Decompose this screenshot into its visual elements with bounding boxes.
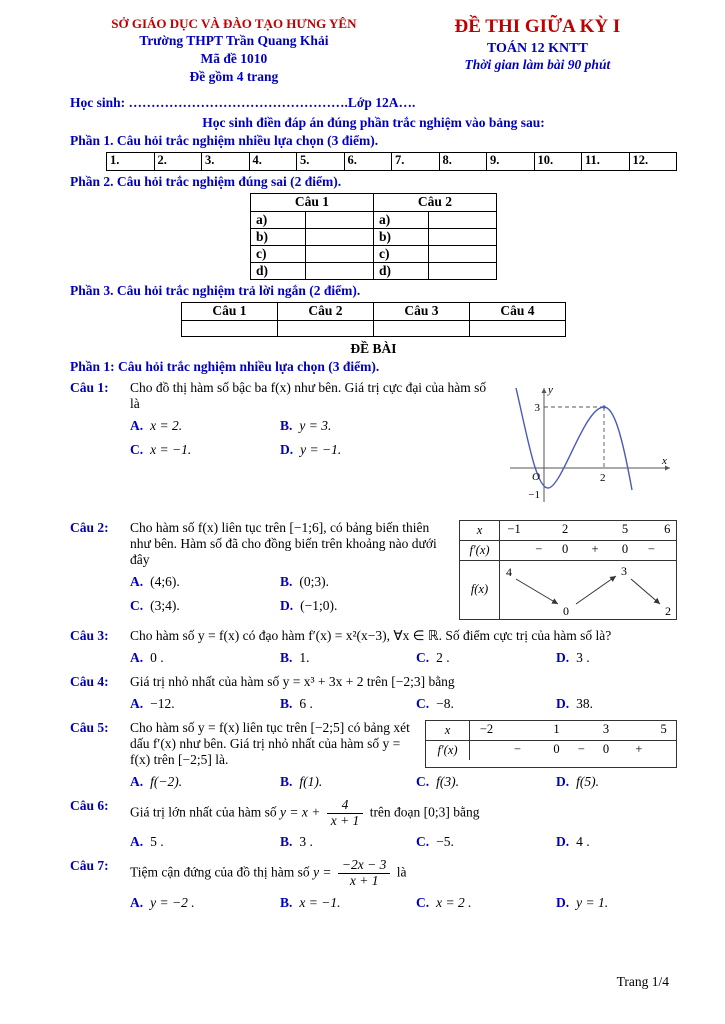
option-a: A. f(−2). [130, 773, 183, 789]
part1-title: Phần 1. Câu hỏi trắc nghiệm nhiều lựa chọn (3 điểm). [70, 132, 379, 148]
tf-answer-cell [429, 262, 497, 279]
answer-cell: 6. [344, 152, 392, 170]
tf-item-label: c) [251, 245, 306, 262]
answer-cell: 3. [202, 152, 250, 170]
question-7 [70, 858, 677, 911]
question-body [130, 858, 677, 911]
question-number: Câu 4: [70, 673, 109, 689]
options [130, 418, 430, 458]
svg-text:3: 3 [621, 563, 627, 578]
option-a: A. 0 . [130, 649, 164, 665]
option-c: C. −5. [416, 834, 454, 850]
question-6 [70, 798, 677, 851]
svg-text:2: 2 [665, 603, 671, 618]
answer-table-short-answer [181, 302, 566, 337]
part3-title: Phần 3. Câu hỏi trắc nghiệm trả lời ngắn (2 điểm). [70, 282, 361, 298]
question-number: Câu 5: [70, 719, 109, 735]
part2-title: Phần 2. Câu hỏi trắc nghiệm đúng sai (2 điểm). [70, 173, 342, 189]
answer-cell: 9. [487, 152, 535, 170]
y-axis-label: y [548, 383, 553, 396]
tf-answer-cell [306, 262, 374, 279]
option-c: C. 2 . [416, 649, 450, 665]
question-1 [70, 380, 677, 512]
question-body [130, 674, 677, 712]
tf-col-header: Câu 1 [251, 193, 374, 211]
page-number: Trang 1/4 [616, 974, 669, 989]
short-col-header: Câu 4 [470, 302, 566, 320]
school-name: Trường THPT Trần Quang Khải [139, 33, 329, 48]
variation-f-row: f(x) 4 0 3 2 [460, 561, 676, 619]
question-3 [70, 628, 677, 666]
tf-answer-cell [429, 245, 497, 262]
question-body [130, 798, 677, 851]
question-body [130, 720, 677, 790]
short-col-header: Câu 1 [182, 302, 278, 320]
question-number: Câu 6: [70, 797, 109, 813]
answer-table-true-false [250, 193, 497, 280]
question-text: Tiệm cận đứng của đồ thị hàm số y = $\frac{-2x - 3}{x + 1}$ là [130, 857, 407, 889]
option-c: C. f(3). [416, 773, 459, 789]
option-b: B. 3 . [280, 834, 313, 850]
option-d: D. y = −1. [280, 441, 342, 457]
option-c: C. −8. [416, 695, 454, 711]
short-answer-cell [182, 320, 278, 336]
header [70, 16, 677, 87]
short-answer-row [182, 320, 566, 336]
tf-header-row [251, 193, 497, 211]
question-number: Câu 3: [70, 627, 109, 643]
answer-cell: 5. [297, 152, 345, 170]
option-d: D. y = 1. [556, 895, 609, 911]
short-col-header: Câu 3 [374, 302, 470, 320]
sign-fprime-row: f′(x) − 0 − 0 + [426, 741, 676, 760]
options [130, 650, 677, 666]
answer-row [107, 152, 677, 170]
question-text: Cho hàm số y = f(x) liên tục trên [−2;5] có bảng xét dấu f′(x) như bên. Giá trị nhỏ nhất của hàm số y = f(x) trên [−2;5] là. [130, 719, 410, 767]
tf-answer-cell [306, 228, 374, 245]
tf-answer-cell [306, 245, 374, 262]
option-d: D. 3 . [556, 649, 590, 665]
subject-title: TOÁN 12 KNTT [486, 41, 588, 56]
section1-title: Phần 1: Câu hỏi trắc nghiệm nhiều lựa chọn (3 điểm). [70, 358, 380, 374]
option-b: B. f(1). [280, 773, 323, 789]
short-answer-cell [374, 320, 470, 336]
question-text: Cho hàm số f(x) liên tục trên [−1;6], có bảng biến thiên như bên. Hàm số đã cho đồng biến trên khoảng nào dưới đây [130, 519, 437, 567]
fraction: $\frac{-2x - 3}{x + 1}$ [338, 858, 390, 889]
option-a: A. 5 . [130, 834, 164, 850]
header-left [70, 16, 398, 87]
answer-cell: 7. [392, 152, 440, 170]
question-body [130, 520, 677, 620]
tf-item-label: d) [374, 262, 429, 279]
pages-note: Đề gồm 4 trang [189, 69, 279, 85]
fill-instruction: Học sinh điền đáp án đúng phần trắc nghiệm vào bảng sau: [202, 114, 545, 130]
question-number: Câu 2: [70, 519, 109, 535]
tf-row [251, 211, 497, 228]
exam-code: Mã đề 1010 [200, 51, 268, 67]
tf-item-label: c) [374, 245, 429, 262]
department-name: SỞ GIÁO DỤC VÀ ĐÀO TẠO HƯNG YÊN [111, 16, 357, 31]
sign-x-row: x −2 1 3 5 [426, 721, 676, 741]
tf-answer-cell [306, 211, 374, 228]
option-b: B. 6 . [280, 695, 313, 711]
variation-x-row: x −1 2 5 6 [460, 521, 676, 541]
svg-text:4: 4 [506, 564, 512, 579]
fraction: $\frac{4}{x + 1}$ [327, 798, 364, 829]
question-body [130, 628, 677, 666]
answer-cell: 12. [629, 152, 677, 170]
option-b: B. (0;3). [280, 573, 330, 589]
question-number: Câu 7: [70, 858, 109, 874]
short-answer-cell [278, 320, 374, 336]
option-a: A. y = −2 . [130, 895, 195, 911]
short-col-header: Câu 2 [278, 302, 374, 320]
sign-table-figure [425, 720, 677, 768]
variation-table-figure [459, 520, 677, 620]
options [130, 696, 677, 712]
student-line: Học sinh: ………………………………………….Lớp 12A…. [70, 94, 416, 110]
answer-cell: 8. [439, 152, 487, 170]
option-c: C. x = 2 . [416, 895, 472, 911]
exam-body-title: ĐỀ BÀI [350, 340, 397, 356]
question-body [130, 380, 677, 512]
answer-cell: 1. [107, 152, 155, 170]
answer-table-multiple-choice [106, 152, 677, 171]
duration-note: Thời gian làm bài 90 phút [464, 57, 611, 72]
tf-item-label: d) [251, 262, 306, 279]
options [130, 834, 677, 850]
max-x-label: 2 [600, 471, 606, 484]
exam-title: ĐỀ THI GIỮA KỲ I [454, 16, 621, 37]
tf-answer-cell [429, 228, 497, 245]
short-answer-cell [470, 320, 566, 336]
question-number: Câu 1: [70, 379, 109, 395]
question-text: Giá trị lớn nhất của hàm số y = x + $\frac{4}{x + 1}$ trên đoạn [0;3] bằng [130, 796, 480, 828]
tf-row [251, 262, 497, 279]
option-c: C. (3;4). [130, 597, 180, 613]
option-a: A. (4;6). [130, 573, 180, 589]
question-4 [70, 674, 677, 712]
question-2 [70, 520, 677, 620]
x-axis-label: x [662, 454, 667, 467]
option-d: D. 4 . [556, 834, 590, 850]
options [130, 574, 430, 614]
tf-item-label: a) [251, 211, 306, 228]
answer-cell: 2. [154, 152, 202, 170]
option-d: D. 38. [556, 695, 593, 711]
svg-text:0: 0 [563, 603, 569, 618]
option-c: C. x = −1. [130, 441, 192, 457]
tf-row [251, 245, 497, 262]
option-d: D. (−1;0). [280, 597, 338, 613]
tf-item-label: b) [251, 228, 306, 245]
option-a: A. −12. [130, 695, 175, 711]
option-a: A. x = 2. [130, 417, 183, 433]
question-text: Cho đồ thị hàm số bậc ba f(x) như bên. Giá trị cực đại của hàm số là [130, 379, 487, 411]
option-b: B. y = 3. [280, 417, 332, 433]
tf-col-header: Câu 2 [374, 193, 497, 211]
question-5 [70, 720, 677, 790]
tf-item-label: b) [374, 228, 429, 245]
options [130, 895, 677, 911]
options [130, 774, 677, 790]
tf-item-label: a) [374, 211, 429, 228]
option-d: D. f(5). [556, 773, 599, 789]
question-text: Cho hàm số y = f(x) có đạo hàm f′(x) = x²(x−3), ∀x ∈ ℝ. Số điểm cực trị của hàm số là? [130, 627, 612, 643]
short-header-row [182, 302, 566, 320]
answer-cell: 4. [249, 152, 297, 170]
origin-label: O [532, 470, 540, 483]
option-b: B. 1. [280, 649, 310, 665]
max-value-label: 3 [534, 401, 540, 414]
answer-cell: 11. [582, 152, 630, 170]
header-right [398, 16, 677, 87]
option-b: B. x = −1. [280, 895, 341, 911]
tf-answer-cell [429, 211, 497, 228]
answer-cell: 10. [534, 152, 582, 170]
cubic-graph-figure [502, 380, 677, 512]
tf-row [251, 228, 497, 245]
question-text: Giá trị nhỏ nhất của hàm số y = x³ + 3x + 2 trên [−2;3] bằng [130, 673, 455, 689]
variation-arrows [500, 561, 676, 619]
variation-fprime-row: f′(x) − 0 + 0 − [460, 541, 676, 561]
min-value-label: −1 [528, 488, 540, 501]
